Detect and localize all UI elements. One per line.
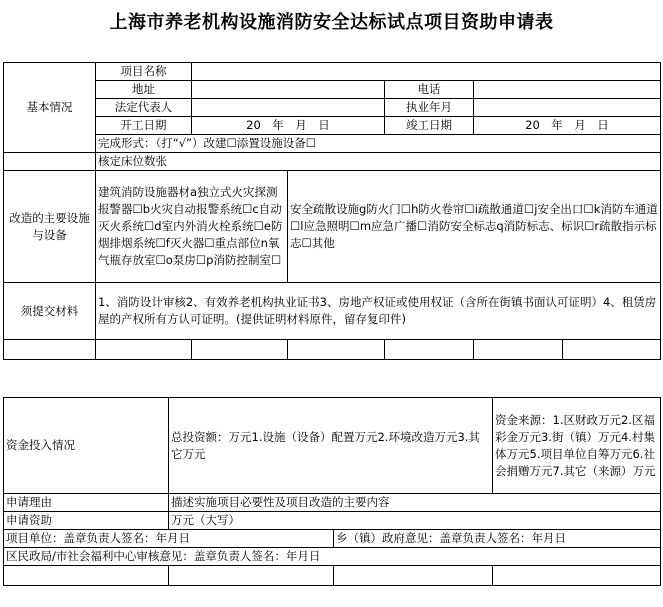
practice-years-field[interactable] (474, 99, 661, 117)
reason-label: 申请理由 (4, 494, 169, 512)
completion-form-row[interactable]: 完成形式：（打“√”）改建☐添置设施设备☐ (96, 135, 661, 153)
legal-rep-field[interactable] (192, 99, 385, 117)
basic-info-table (3, 62, 661, 360)
completion-date-label: 竣工日期 (385, 117, 474, 135)
project-name-label: 项目名称 (96, 63, 192, 81)
renovation-label: 改造的主要设施与设备 (4, 171, 96, 283)
funding-table (3, 397, 661, 586)
subsidy-label: 申请资助 (4, 512, 169, 530)
total-investment-text[interactable]: 总投资额：万元1.设施（设备）配置万元2.环境改造万元3.其它万元 (169, 398, 493, 494)
blank-cell (4, 566, 169, 586)
funding-source-text[interactable]: 资金来源：1.区财政万元2.区福彩金万元3.街（镇）万元4.村集体万元5.项目单位自筹万元6.社会捐赠万元7.其它（来源）万元 (493, 398, 661, 494)
basic-info-label: 基本情况 (4, 63, 96, 153)
blank-cell (563, 340, 661, 360)
subsidy-text[interactable]: 万元（大写） (169, 512, 661, 530)
address-field[interactable] (192, 81, 385, 99)
approved-beds-spacer (4, 153, 96, 171)
district-opinion-signature[interactable]: 区民政局/市社会福利中心审核意见：盖章负责人签名：年月日 (4, 548, 661, 566)
township-opinion-signature[interactable]: 乡（镇）政府意见：盖章负责人签名：年月日 (334, 530, 661, 548)
blank-cell (169, 566, 334, 586)
start-date-field[interactable]: 20 年 月 日 (192, 117, 385, 135)
blank-cell (96, 340, 192, 360)
reason-text[interactable]: 描述实施项目必要性及项目改造的主要内容 (169, 494, 661, 512)
blank-cell (288, 340, 385, 360)
address-label: 地址 (96, 81, 192, 99)
project-name-field[interactable] (192, 63, 661, 81)
completion-date-field[interactable]: 20 年 月 日 (474, 117, 661, 135)
page-title: 上海市养老机构设施消防安全达标试点项目资助申请表 (109, 12, 554, 33)
blank-cell (493, 566, 661, 586)
phone-field[interactable] (474, 81, 661, 99)
building-equipment-list[interactable]: 建筑消防设施器材a独立式火灾探测报警器☐b火灾自动报警系统☐c自动灭火系统☐d室内外消火栓系统☐e防烟排烟系统☐f灭火器☐重点部位n氧气瓶存放室☐o泵房☐p消防控制室☐ (96, 171, 288, 283)
legal-rep-label: 法定代表人 (96, 99, 192, 117)
start-date-label: 开工日期 (96, 117, 192, 135)
approved-beds-row[interactable]: 核定床位数张 (96, 153, 661, 171)
phone-label: 电话 (385, 81, 474, 99)
blank-cell (4, 340, 96, 360)
project-unit-signature[interactable]: 项目单位：盖章负责人签名：年月日 (4, 530, 334, 548)
materials-text: 1、消防设计审核2、有效养老机构执业证书3、房地产权证或使用权证（含所在街镇书面认可证明）4、租赁房屋的产权所有方认可证明。(提供证明材料原件，留存复印件) (96, 283, 661, 340)
blank-cell (385, 340, 474, 360)
evacuation-equipment-list[interactable]: 安全疏散设施g防火门☐h防火卷帘☐i疏散通道☐j安全出口☐k消防车通道☐l应急照明☐m应急广播☐消防安全标志q消防标志、标识☐r疏散指示标志☐其他 (288, 171, 661, 283)
blank-cell (474, 340, 563, 360)
materials-label: 须提交材料 (4, 283, 96, 340)
practice-years-label: 执业年月 (385, 99, 474, 117)
blank-cell (192, 340, 288, 360)
blank-cell (334, 566, 493, 586)
funding-label: 资金投入情况 (4, 398, 169, 494)
